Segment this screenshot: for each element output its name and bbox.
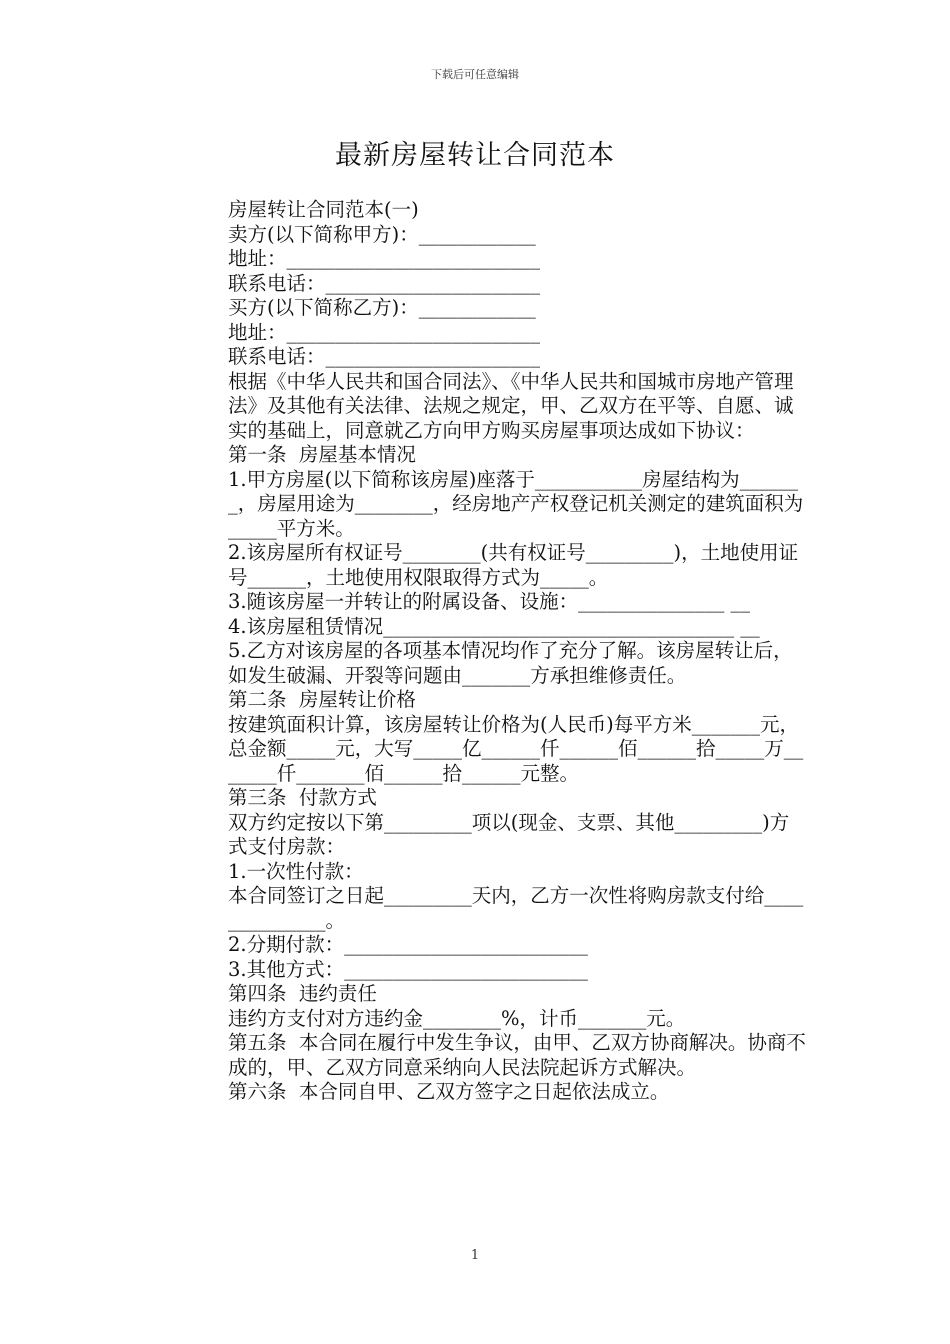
article-3-heading: 第三条 付款方式 [228, 786, 377, 809]
article-1-item-5: 5.乙方对该房屋的各项基本情况均作了充分了解。该房屋转让后，如发生破漏、开裂等问题由_______方承担维修责任。 [228, 639, 793, 687]
article-3-item-1: 1.一次性付款： [228, 859, 364, 883]
seller-field: 卖方(以下简称甲方)：____________ [228, 222, 536, 246]
preamble-paragraph: 根据《中华人民共和国合同法》、《中华人民共和国城市房地产管理法》及其他有关法律、法规之规定，甲、乙双方在平等、自愿、诚实的基础上，同意就乙方向甲方购买房屋事项达成如下协议： [228, 369, 794, 442]
article-3-item-1-detail: 本合同签订之日起_________天内，乙方一次性将购房款支付给______________。 [228, 884, 804, 932]
article-3-method-paragraph: 双方约定按以下第_________项以(现金、支票、其他_________)方式支付房款： [228, 810, 790, 858]
article-3-item-2: 2.分期付款：_________________________ [228, 933, 588, 956]
page-number: 1 [470, 1248, 480, 1263]
article-1-item-1: 1.甲方房屋(以下简称该房屋)座落于___________房屋结构为_______，房屋用途为________，经房地产产权登记机关测定的建筑面积为_____平方米。 [228, 467, 804, 540]
article-1-heading: 第一条 房屋基本情况 [228, 443, 416, 466]
article-1-item-4: 4.该房屋租赁情况____________________________________ __ [228, 614, 760, 638]
article-2-price-paragraph: 按建筑面积计算，该房屋转让价格为(人民币)每平方米_______元，总金额_____元，大写_____亿______仟______佰______拾_____万_______仟_______佰______拾______元整。 [228, 712, 804, 785]
article-1-item-2: 2.该房屋所有权证号________(共有权证号_________)，土地使用证号______，土地使用权限取得方式为_____。 [228, 541, 799, 589]
article-1-item-3: 3.随该房屋一并转让的附属设备、设施：_______________ __ [228, 590, 751, 613]
seller-address-field: 地址：__________________________ [228, 247, 541, 270]
article-4-heading: 第四条 违约责任 [228, 982, 377, 1005]
seller-phone-field: 联系电话：______________________ [228, 271, 541, 295]
article-5-paragraph: 第五条 本合同在履行中发生争议，由甲、乙双方协商解决。协商不成的，甲、乙双方同意采纳向人民法院起诉方式解决。 [228, 1031, 806, 1079]
contract-body [146, 198, 806, 1105]
article-3-item-3: 3.其他方式：_________________________ [228, 957, 588, 981]
buyer-phone-field: 联系电话：______________________ [228, 345, 541, 368]
article-6-paragraph: 第六条 本合同自甲、乙双方签字之日起依法成立。 [228, 1080, 670, 1103]
section-heading: 房屋转让合同范本(一) [228, 198, 419, 221]
article-2-heading: 第二条 房屋转让价格 [228, 688, 416, 711]
buyer-address-field: 地址：__________________________ [228, 320, 541, 344]
article-4-penalty-paragraph: 违约方支付对方违约金________%，计币_______元。 [228, 1006, 686, 1030]
buyer-field: 买方(以下简称乙方)：____________ [228, 296, 536, 319]
header-note: 下载后可任意编辑 [431, 68, 519, 81]
document-title: 最新房屋转让合同范本 [335, 140, 615, 171]
